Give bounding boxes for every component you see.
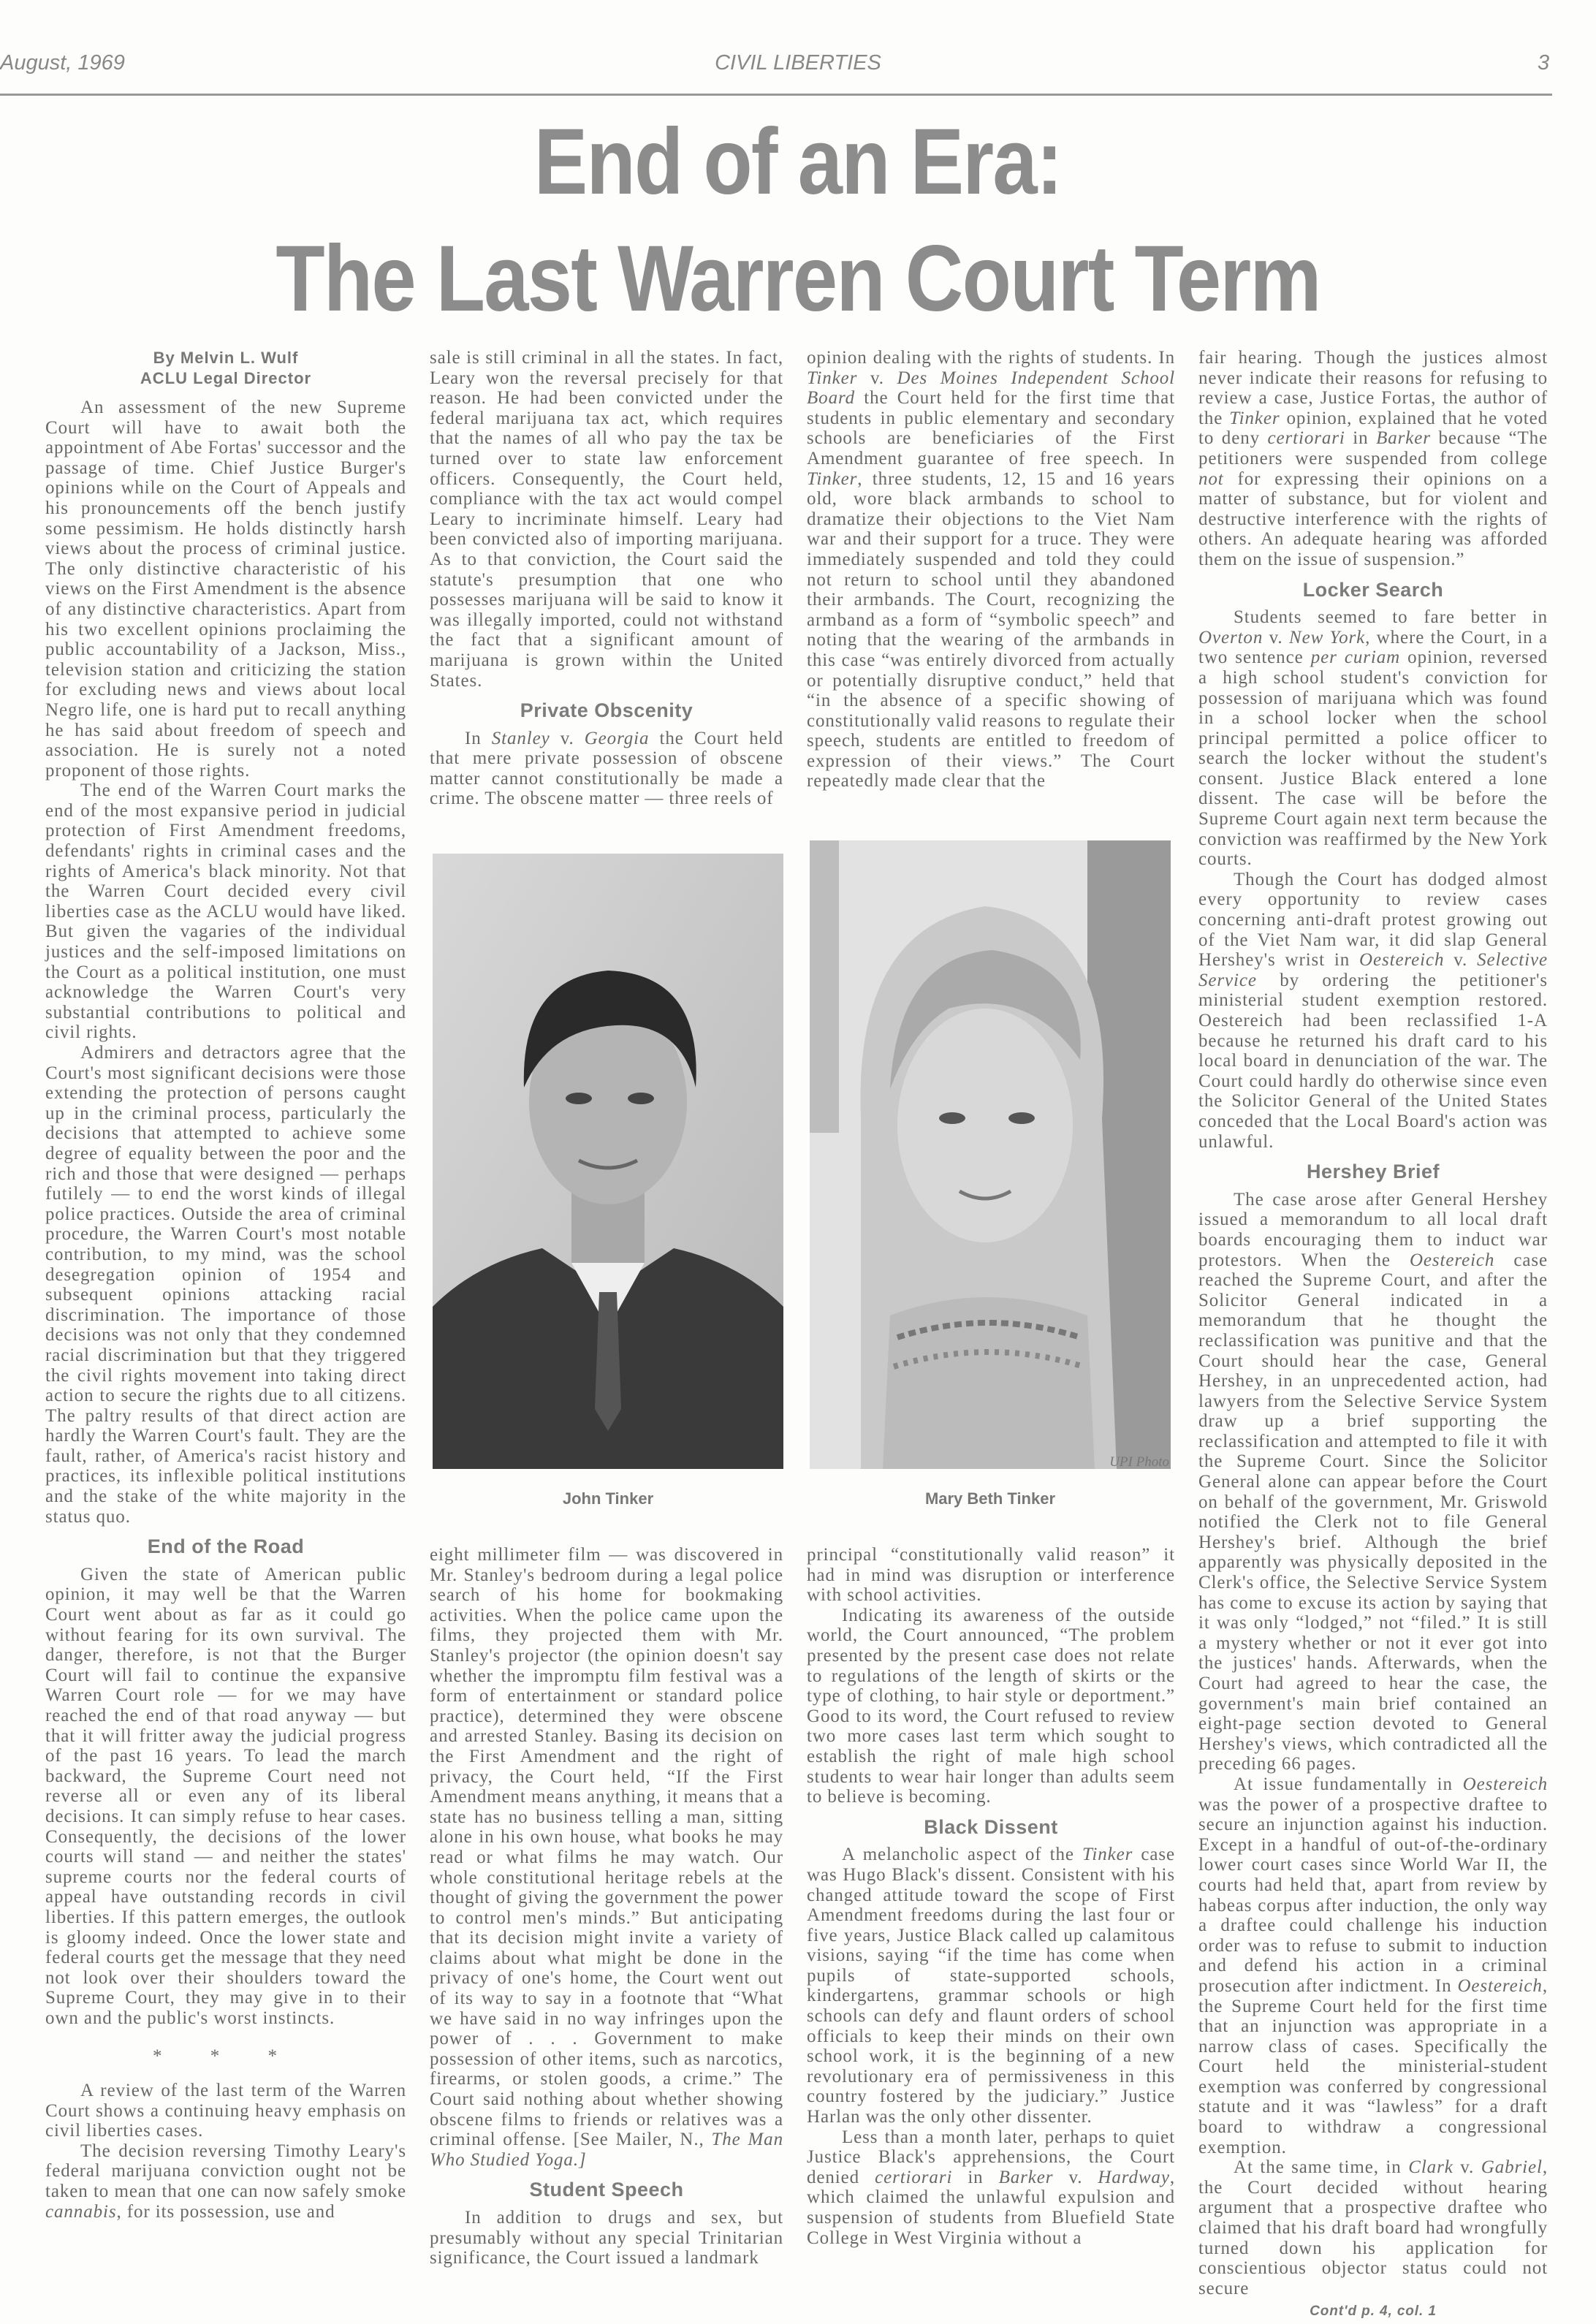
italic-text: Oestereich xyxy=(1359,950,1445,971)
italic-text: Tinker xyxy=(1082,1845,1133,1865)
italic-text: Des Moines Independent School Board xyxy=(807,368,1175,409)
section-heading: Locker Search xyxy=(1302,578,1444,601)
section-heading: Black Dissent xyxy=(924,1815,1058,1838)
italic-text: Tinker xyxy=(1229,408,1280,428)
italic-text: per curiam xyxy=(1310,648,1401,668)
text-run: case was Hugo Black's dissent. Consistent with his changed attitude toward the scope of First Amendment freedoms during the last four or five years, Justice Black called up calamitous visions, saying “if the time has come when pupils of state-supported schools, kindergartens, grammar schools or high schools can defy and flaunt orders of school officials to keep their minds on their own school work, it is the beginning of a new revolutionary era of permissiveness in this country fostered by the judiciary.” Justice Harlan was the only other dissenter. xyxy=(807,1845,1175,2127)
text-run: , three students, 12, 15 and 16 years old, wore black armbands to school to dramatize their objections to the Viet Nam war and their support for a truce. They were immediately suspended and told they could not return to school until they abandoned their armbands. The Court, recognizing the armband as a form of “symbolic speech” and noting that the wearing of the armbands in this case “was entirely divorced from actually or potentially disruptive conduct,” held that “in the absence of a specific showing of constitutionally valid reasons to regulate their speech, students are entitled to freedom of expression of their views.” The Court repeatedly made clear that the xyxy=(807,468,1175,791)
paragraph xyxy=(1198,2157,1548,2298)
text-run: in xyxy=(952,2167,999,2187)
column-2-bottom xyxy=(430,1545,783,2268)
paragraph xyxy=(1198,870,1548,1152)
byline-author: By Melvin L. Wulf xyxy=(153,349,299,367)
paragraph xyxy=(430,348,783,691)
italic-text: Barker xyxy=(998,2167,1054,2187)
column-2-top xyxy=(430,348,783,809)
text-run: eight millimeter film — was discovered in Mr. Stanley's bedroom during a legal police search of his home for bookmaking activities. When the police came upon the films, they projected them with Mr. Stanley's projector (the opinion doesn't say whether the impromptu film festival was a form of entertainment or standard police practice), determined they were obscene and arrested Stanley. Basing its decision on the First Amendment and the right of privacy, the Court held, “If the First Amendment means anything, it means that a state has no business telling a man, sitting alone in his own house, what books he may read or what films he may watch. Our whole constitutional heritage rebels at the thought of giving the government the power to control men's minds.” But anticipating that its decision might invite a variety of claims about what might be done in the privacy of one's home, the Court went out of its way to say in a footnote that “What we have said in no way infringes upon the power of . . . Government to make possession of other items, such as narcotics, firearms, or stolen goods, a crime.” The Court said nothing about whether showing obscene films to friends or relatives was a criminal offense. [See Mailer, N., xyxy=(430,1545,783,2150)
italic-text: Barker xyxy=(1376,428,1431,449)
text-run: was the power of a prospective draftee to secure an injunction against his induction. Except in a handful of out-of-the-ordinary lower court cases since World War II, the courts had held that, apart from review by habeas corpus after induction, the only way a draftee could challenge his induction order was to refuse to submit to induction and defend his action in a criminal prosecution after indictment. In xyxy=(1198,1794,1548,1996)
section-heading: Hershey Brief xyxy=(1306,1161,1440,1183)
text-run: opinion dealing with the rights of students. In xyxy=(807,348,1175,368)
byline xyxy=(45,348,406,389)
text-run: the Court held that mere private possession of obscene matter cannot constitutionally be made a crime. The obscene matter — three reels of xyxy=(430,728,784,809)
column-3-top xyxy=(807,348,1175,791)
text-run: v. xyxy=(1053,2167,1098,2187)
text-run: The end of the Warren Court marks the end of the most expansive period in judicial protection of First Amendment freedoms, defendants' rights in criminal cases and the rights of America's black minority. Not that the Warren Court decided every civil liberties case as the ACLU would have liked. But given the vagaries of the individual justices and the self-imposed limitations on the Court as a political institution, one must acknowledge the Warren Court's very substantial contributions to political and civil rights. xyxy=(45,781,406,1043)
text-run: v. xyxy=(1444,950,1478,971)
paragraph xyxy=(45,1565,406,2029)
paragraph xyxy=(1198,1774,1548,2157)
paragraph xyxy=(45,781,406,1043)
text-run: Students seemed to fare better in xyxy=(1234,607,1548,628)
page-number: 3 xyxy=(1538,51,1550,75)
text-run: principal “constitutionally valid reason” it had in mind was disruption or interference with school activities. xyxy=(807,1545,1175,1606)
italic-text: Oestereich xyxy=(1457,1975,1543,1996)
paragraph xyxy=(1198,348,1548,570)
section-heading: Student Speech xyxy=(529,2179,684,2201)
section-divider: * * * xyxy=(153,2046,299,2066)
headline-line-1 xyxy=(0,110,1596,214)
text-run: At issue fundamentally in xyxy=(1234,1774,1463,1794)
column-1 xyxy=(45,348,406,2222)
paragraph xyxy=(430,1545,783,2170)
paragraph xyxy=(45,1043,406,1527)
text-run: the Court held for the first time that students in public elementary and secondary schools are beneficiaries of the First Amendment guarantee of free speech. In xyxy=(807,388,1175,468)
italic-text: Tinker xyxy=(807,368,858,388)
photo-credit: UPI Photo xyxy=(1109,1454,1169,1470)
text-run: At the same time, in xyxy=(1234,2157,1409,2178)
paragraph xyxy=(807,1845,1175,2127)
italic-text: cannabis xyxy=(45,2201,117,2222)
text-run: by ordering the petitioner's ministerial student exemption restored. Oestereich had been reclassified 1-A because he returned his draft card to his local board in denunciation of the war. The Court could hardly do otherwise since even the Solicitor General of the United States conceded that the Local Board's action was unlawful. xyxy=(1198,970,1548,1152)
italic-text: Overton xyxy=(1198,627,1264,648)
text-run: opinion, explained that he voted to deny xyxy=(1198,408,1548,449)
italic-text: Gabriel xyxy=(1481,2157,1543,2178)
column-2-bottom-body xyxy=(430,1545,783,2268)
column-3-bottom xyxy=(807,1545,1175,2248)
text-run: because “The petitioners were suspended from college xyxy=(1198,428,1548,468)
text-run: case reached the Supreme Court, and after the Solicitor General indicated in a memorandum that he thought the reclassification was punitive and that the Court should hear the case, General Hershey, in an unprecedented action, had lawyers from the Selective Service System draw up a brief supporting the reclassification and attempted to file it with the Supreme Court. Since the Solicitor General alone can appear before the Court on behalf of the government, Mr. Griswold notified the Clerk not to file General Hershey's brief. Although the brief apparently was physically deposited in the Clerk's office, the Selective Service System has come to excuse its action by saying that it was only “lodged,” not “filed.” It is still a mystery whether or not it ever got into the justices' hands. Afterwards, when the Court had agreed to hear the case, the government's main brief contained an eight-page section devoted to General Hershey's views, which contradicted all the preceding 66 pages. xyxy=(1198,1250,1548,1774)
paragraph xyxy=(1198,1190,1548,1774)
text-run: , for its possession, use and xyxy=(116,2201,335,2222)
italic-text: Clark xyxy=(1408,2157,1454,2178)
text-run: opinion, reversed a high school student's conviction for possession of marijuana which was found in a school locker when the school principal permitted a police officer to search the locker without the student's consent. Justice Black entered a lone dissent. The case will be before the Supreme Court again next term because the conviction was reaffirmed by the New York courts. xyxy=(1198,648,1548,870)
italic-text: New York xyxy=(1289,627,1366,648)
column-2-top-body xyxy=(430,348,783,809)
text-run: Less than a month later, perhaps to quiet Justice Black's apprehensions, the Court denied xyxy=(807,2127,1175,2187)
text-run: Though the Court has dodged almost every opportunity to review cases concerning anti-draft protest growing out of the Viet Nam war, it did slap General Hershey's wrist in xyxy=(1198,869,1548,971)
column-1-body xyxy=(45,398,406,2222)
paragraph xyxy=(807,1545,1175,1606)
column-3-bottom-body xyxy=(807,1545,1175,2248)
text-run: for expressing their opinions on a matter of substance, but for violent and destructive interference with the rights of others. An adequate hearing was afforded them on the issue of suspension.” xyxy=(1198,468,1548,569)
byline-role: ACLU Legal Director xyxy=(140,369,312,387)
text-run: sale is still criminal in all the states. In fact, Leary won the reversal precisely for that reason. He had been convicted under the federal marijuana tax act, which requires that the names of all who pay the tax be turned over to state law enforcement officers. Consequently, the Court held, compliance with the tax act would compel Leary to incriminate himself. Leary had been convicted also of importing marijuana. As to that conviction, the Court said the statute's presumption that one who possesses marijuana will be said to know it was illegally imported, could not withstand the fact that a significant amount of marijuana is grown within the United States. xyxy=(430,348,783,691)
headline-text-1: End of an Era: xyxy=(533,110,1063,214)
continuation-note: Cont'd p. 4, col. 1 xyxy=(1310,2304,1437,2320)
text-run: in xyxy=(1345,428,1377,449)
text-run: In xyxy=(465,728,492,748)
paragraph xyxy=(430,2208,783,2268)
paragraph xyxy=(1198,607,1548,870)
text-run: v. xyxy=(550,728,585,748)
paragraph xyxy=(807,1606,1175,1807)
paragraph xyxy=(45,2081,406,2141)
italic-text: Georgia xyxy=(584,728,650,748)
column-4 xyxy=(1198,348,1548,2322)
paragraph xyxy=(45,398,406,781)
italic-text: certiorari xyxy=(1267,428,1345,449)
text-run: An assessment of the new Supreme Court will have to await both the appointment of Abe Fortas' successor and the passage of time. Chief Justice Burger's opinions while on the Court of Appeals and his pronouncements off the bench justify some pessimism. He holds distinctly harsh views about the process of criminal justice. The only distinctive characteristic of his views on the First Amendment is the absence of any distinctive characteristics. Apart from his two excellent opinions proclaiming the public accountability of a Jackson, Miss., television station and criticizing the station for excluding news and views about local Negro life, one is hard put to recall anything he has said about freedom of speech and association. He is surely not a noted proponent of those rights. xyxy=(45,398,406,781)
italic-text: certiorari xyxy=(875,2167,953,2187)
text-run: fair hearing. Though the justices almost never indicate their reasons for refusing to review a case, Justice Fortas, the author of the xyxy=(1198,348,1548,428)
text-run: Admirers and detractors agree that the Court's most significant decisions were those extending the protection of persons caught up in the criminal process, particularly the decisions that attempted to achieve some degree of equality between the poor and the rich and those that were designed — perhaps futilely — to end the worst kinds of illegal police practices. Outside the area of criminal procedure, the Warren Court's most notable contribution, to my mind, was the school desegregation opinion of 1954 and subsequent opinions attacking racial discrimination. The importance of those decisions was not only that they condemned racial discrimination but that they triggered the civil rights movement into taking direct action to secure the rights due to all citizens. The paltry results of that direct action are hardly the Warren Court's fault. They are the fault, rather, of America's racist history and practices, its inflexible political institutions and the stake of the white majority in the status quo. xyxy=(45,1043,406,1527)
italic-text: The Man Who Studied Yoga.] xyxy=(430,2130,783,2170)
column-4-body xyxy=(1198,348,1548,2298)
text-run: , the Supreme Court held for the first time that an injunction was appropriate in a narrow class of cases. Specifically the Court held the ministerial-student exemption was conferred by congressional statute and it was “lawless” for a draft board to withdraw a congressional exemption. xyxy=(1198,1975,1548,2157)
text-run: , which claimed the unlawful expulsion and suspension of students from Bluefield State College in West Virginia without a xyxy=(807,2167,1175,2248)
text-run: v. xyxy=(857,368,897,388)
caption-mary-beth-tinker: Mary Beth Tinker xyxy=(924,1489,1056,1508)
text-run: , where the Court, in a two sentence xyxy=(1198,627,1548,668)
text-run: v. xyxy=(1263,627,1289,648)
headline-text-2: The Last Warren Court Term xyxy=(276,227,1320,331)
header-rule xyxy=(0,94,1552,96)
text-run: Given the state of American public opinion, it may well be that the Warren Court went about as far as it could go without fearing for its own survival. The danger, therefore, is not that the Burger Court will fail to continue the expansive Warren Court role — for we may have reached the end of that road anyway — but that it will fritter away the judicial progress of the past 16 years. To lead the march backward, the Supreme Court need not reverse all or even any of its liberal decisions. It can simply refuse to hear cases. Consequently, the decisions of the lower courts will stand — and neither the states' supreme courts nor the federal courts of appeal have outstanding records in civil liberties. If this pattern emerges, the outlook is gloomy indeed. Once the lower state and federal courts get the message that they need not look over their shoulders toward the Supreme Court, they may give in to their own and the public's worst instincts. xyxy=(45,1564,406,2028)
text-run: In addition to drugs and sex, but presumably without any special Trinitarian significance, the Court issued a landmark xyxy=(430,2208,783,2268)
text-run: A review of the last term of the Warren Court shows a continuing heavy emphasis on civil liberties cases. xyxy=(45,2081,406,2141)
publication-name: CIVIL LIBERTIES xyxy=(715,51,881,75)
text-run: Indicating its awareness of the outside world, the Court announced, “The problem presented by the present case does not relate to regulations of the length of skirts or the type of clothing, to hair style or deportment.” Good to its word, the Court refused to review two more cases last term which sought to establish the right of male high school students to wear hair longer than adults seem to believe is becoming. xyxy=(807,1605,1175,1807)
paragraph xyxy=(430,729,783,809)
text-run: The decision reversing Timothy Leary's federal marijuana conviction ought not be taken to mean that one can now safely smoke xyxy=(45,2141,406,2202)
italic-text: Tinker xyxy=(807,468,858,489)
paragraph xyxy=(807,2127,1175,2249)
issue-date: August, 1969 xyxy=(0,51,125,75)
italic-text: not xyxy=(1198,468,1224,489)
italic-text: Oestereich xyxy=(1409,1250,1495,1270)
italic-text: Stanley xyxy=(491,728,550,748)
italic-text: Oestereich xyxy=(1462,1774,1548,1794)
italic-text: Selective Service xyxy=(1198,950,1548,990)
photo-mary-beth-tinker xyxy=(810,840,1171,1469)
text-run: , the Court decided without hearing argument that a prospective draftee who claimed that his draft board had wrongfully turned down his application for conscientious objector status could not secure xyxy=(1198,2157,1548,2298)
paragraph xyxy=(807,348,1175,791)
section-heading: End of the Road xyxy=(147,1535,305,1558)
text-run: v. xyxy=(1453,2157,1481,2178)
text-run: A melancholic aspect of the xyxy=(842,1845,1082,1865)
text-run: The case arose after General Hershey issued a memorandum to all local draft boards encouraging them to induct war protestors. When the xyxy=(1198,1189,1548,1270)
column-3-top-body xyxy=(807,348,1175,791)
paragraph xyxy=(45,2141,406,2222)
headline-line-2 xyxy=(0,227,1596,331)
photo-john-tinker xyxy=(433,854,783,1469)
caption-john-tinker: John Tinker xyxy=(562,1489,654,1508)
section-heading: Private Obscenity xyxy=(520,699,694,722)
italic-text: Hardway xyxy=(1098,2167,1170,2187)
